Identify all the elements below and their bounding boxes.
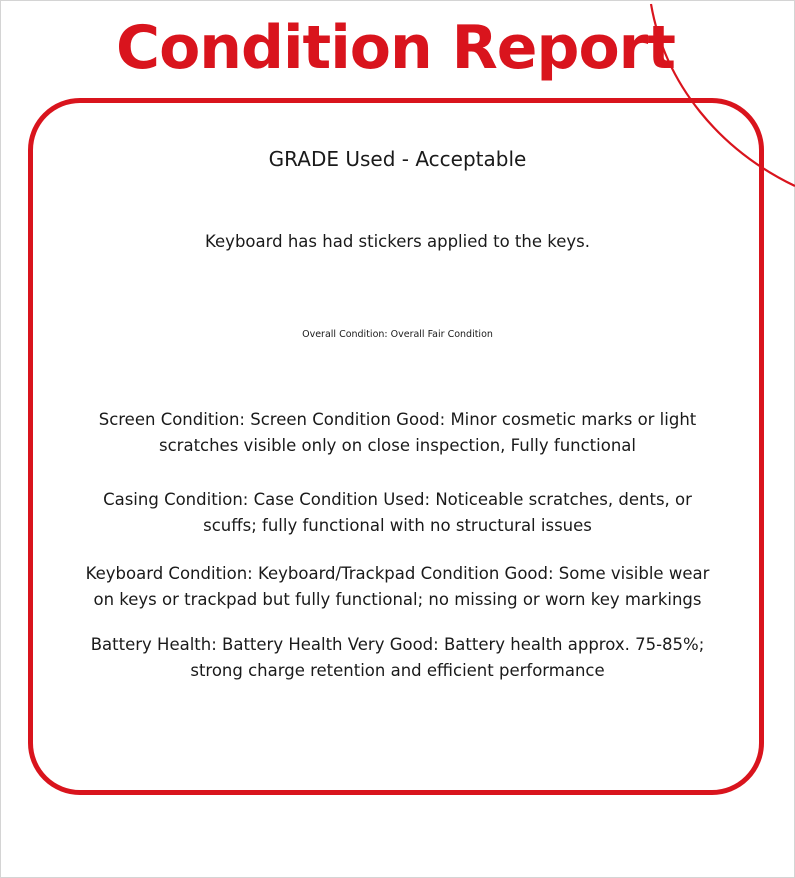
casing-condition-line-1: Casing Condition: Case Condition Used: Noticeable scratches, dents, or xyxy=(103,490,692,509)
screen-condition-line-1: Screen Condition: Screen Condition Good: Minor cosmetic marks or light xyxy=(98,410,697,429)
battery-health-line-2: strong charge retention and efficient performance xyxy=(190,661,605,680)
condition-note: Keyboard has had stickers applied to the keys. xyxy=(205,232,590,251)
battery-health xyxy=(60,632,735,684)
keyboard-condition-line-1: Keyboard Condition: Keyboard/Trackpad Condition Good: Some visible wear xyxy=(85,564,710,583)
overall-condition: Overall Condition: Overall Fair Condition xyxy=(302,329,493,340)
keyboard-condition xyxy=(50,561,745,613)
report-title: Condition Report xyxy=(116,13,675,83)
casing-condition xyxy=(60,487,735,539)
keyboard-condition-line-2: on keys or trackpad but fully functional; no missing or worn key markings xyxy=(93,590,702,609)
screen-condition xyxy=(60,407,735,459)
casing-condition-line-2: scuffs; fully functional with no structural issues xyxy=(203,516,592,535)
battery-health-line-1: Battery Health: Battery Health Very Good: Battery health approx. 75-85%; xyxy=(90,635,705,654)
grade-label: GRADE Used - Acceptable xyxy=(268,147,527,171)
screen-condition-line-2: scratches visible only on close inspection, Fully functional xyxy=(159,436,636,455)
